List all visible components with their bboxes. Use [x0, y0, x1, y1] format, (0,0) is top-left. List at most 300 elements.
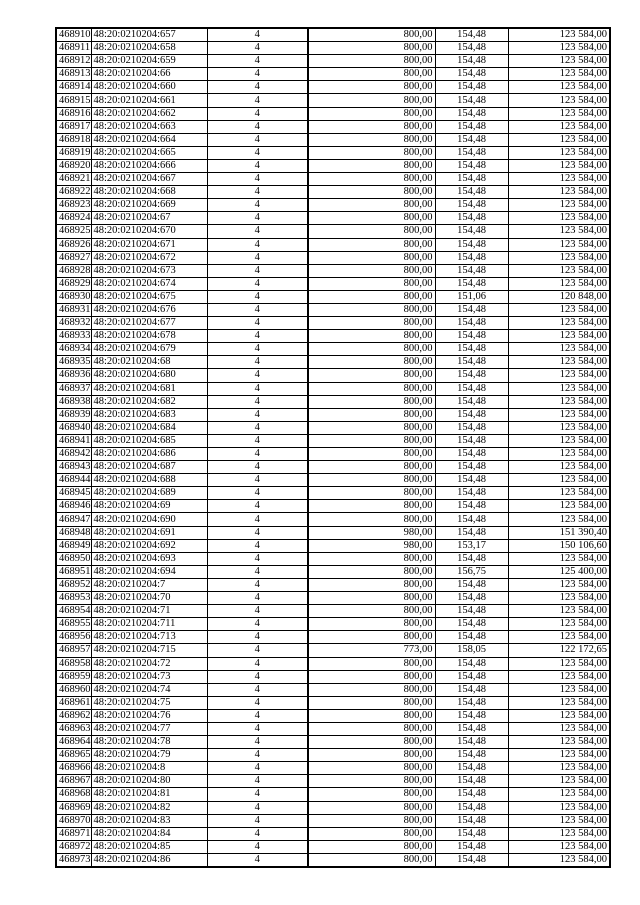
table-row [56, 853, 610, 867]
cadastral-number-cell: 48:20:0210204:680 [91, 369, 207, 382]
cadastral-value-cell: 123 584,00 [508, 474, 610, 487]
cadastral-number-cell: 48:20:0210204:671 [91, 238, 207, 251]
table-row [56, 775, 610, 788]
class-cell: 4 [207, 657, 308, 670]
table-row [56, 317, 610, 330]
table-row [56, 238, 610, 251]
specific-value-cell: 154,48 [435, 133, 508, 146]
class-cell: 4 [207, 578, 308, 591]
area-cell: 800,00 [308, 225, 435, 238]
specific-value-cell: 154,48 [435, 225, 508, 238]
cadastral-number-cell: 48:20:0210204:657 [91, 28, 207, 42]
area-cell: 800,00 [308, 343, 435, 356]
cadastral-number-cell: 48:20:0210204:677 [91, 317, 207, 330]
table-row [56, 474, 610, 487]
table-row [56, 644, 610, 657]
table-row [56, 814, 610, 827]
specific-value-cell: 154,48 [435, 68, 508, 81]
cadastral-number-cell: 48:20:0210204:670 [91, 225, 207, 238]
class-cell: 4 [207, 552, 308, 565]
row-number-cell: 468965 [56, 749, 91, 762]
cadastral-number-cell: 48:20:0210204:74 [91, 683, 207, 696]
cadastral-value-cell: 123 584,00 [508, 749, 610, 762]
class-cell: 4 [207, 133, 308, 146]
row-number-cell: 468930 [56, 290, 91, 303]
table-row [56, 526, 610, 539]
specific-value-cell: 154,48 [435, 94, 508, 107]
class-cell: 4 [207, 526, 308, 539]
area-cell: 800,00 [308, 749, 435, 762]
area-cell: 800,00 [308, 605, 435, 618]
row-number-cell: 468921 [56, 173, 91, 186]
specific-value-cell: 154,48 [435, 264, 508, 277]
class-cell: 4 [207, 173, 308, 186]
class-cell: 4 [207, 303, 308, 316]
area-cell: 800,00 [308, 251, 435, 264]
row-number-cell: 468925 [56, 225, 91, 238]
class-cell: 4 [207, 395, 308, 408]
table-row [56, 330, 610, 343]
cadastral-number-cell: 48:20:0210204:82 [91, 801, 207, 814]
row-number-cell: 468931 [56, 303, 91, 316]
class-cell: 4 [207, 605, 308, 618]
specific-value-cell: 154,48 [435, 107, 508, 120]
area-cell: 800,00 [308, 461, 435, 474]
cadastral-number-cell: 48:20:0210204:687 [91, 461, 207, 474]
class-cell: 4 [207, 356, 308, 369]
table-row [56, 722, 610, 735]
cadastral-value-cell: 123 584,00 [508, 657, 610, 670]
area-cell: 800,00 [308, 330, 435, 343]
specific-value-cell: 154,48 [435, 500, 508, 513]
specific-value-cell: 154,48 [435, 81, 508, 94]
specific-value-cell: 154,48 [435, 421, 508, 434]
row-number-cell: 468944 [56, 474, 91, 487]
class-cell: 4 [207, 330, 308, 343]
class-cell: 4 [207, 631, 308, 644]
specific-value-cell: 154,48 [435, 28, 508, 42]
specific-value-cell: 154,48 [435, 356, 508, 369]
table-row [56, 461, 610, 474]
cadastral-number-cell: 48:20:0210204:8 [91, 762, 207, 775]
class-cell: 4 [207, 500, 308, 513]
cadastral-value-cell: 123 584,00 [508, 212, 610, 225]
row-number-cell: 468972 [56, 840, 91, 853]
class-cell: 4 [207, 238, 308, 251]
area-cell: 800,00 [308, 42, 435, 55]
cadastral-number-cell: 48:20:0210204:75 [91, 696, 207, 709]
cadastral-number-cell: 48:20:0210204:69 [91, 500, 207, 513]
cadastral-number-cell: 48:20:0210204:84 [91, 827, 207, 840]
row-number-cell: 468940 [56, 421, 91, 434]
cadastral-number-cell: 48:20:0210204:715 [91, 644, 207, 657]
row-number-cell: 468917 [56, 120, 91, 133]
row-number-cell: 468943 [56, 461, 91, 474]
row-number-cell: 468926 [56, 238, 91, 251]
cadastral-number-cell: 48:20:0210204:77 [91, 722, 207, 735]
class-cell: 4 [207, 709, 308, 722]
cadastral-value-cell: 123 584,00 [508, 369, 610, 382]
specific-value-cell: 154,48 [435, 238, 508, 251]
row-number-cell: 468967 [56, 775, 91, 788]
row-number-cell: 468942 [56, 448, 91, 461]
cadastral-value-cell: 122 172,65 [508, 644, 610, 657]
class-cell: 4 [207, 68, 308, 81]
specific-value-cell: 154,48 [435, 199, 508, 212]
cadastral-value-cell: 123 584,00 [508, 487, 610, 500]
area-cell: 800,00 [308, 395, 435, 408]
row-number-cell: 468913 [56, 68, 91, 81]
row-number-cell: 468916 [56, 107, 91, 120]
table-row [56, 303, 610, 316]
area-cell: 800,00 [308, 107, 435, 120]
cadastral-number-cell: 48:20:0210204:668 [91, 186, 207, 199]
cadastral-value-cell: 123 584,00 [508, 42, 610, 55]
cadastral-value-cell: 123 584,00 [508, 81, 610, 94]
class-cell: 4 [207, 317, 308, 330]
table-row [56, 578, 610, 591]
table-row [56, 356, 610, 369]
cadastral-number-cell: 48:20:0210204:83 [91, 814, 207, 827]
row-number-cell: 468948 [56, 526, 91, 539]
specific-value-cell: 154,48 [435, 55, 508, 68]
row-number-cell: 468956 [56, 631, 91, 644]
cadastral-number-cell: 48:20:0210204:711 [91, 618, 207, 631]
row-number-cell: 468928 [56, 264, 91, 277]
row-number-cell: 468938 [56, 395, 91, 408]
cadastral-number-cell: 48:20:0210204:72 [91, 657, 207, 670]
cadastral-value-cell: 123 584,00 [508, 421, 610, 434]
cadastral-value-cell: 123 584,00 [508, 238, 610, 251]
cadastral-number-cell: 48:20:0210204:689 [91, 487, 207, 500]
row-number-cell: 468941 [56, 434, 91, 447]
table-row [56, 146, 610, 159]
specific-value-cell: 151,06 [435, 290, 508, 303]
class-cell: 4 [207, 382, 308, 395]
cadastral-value-cell: 123 584,00 [508, 605, 610, 618]
specific-value-cell: 154,48 [435, 461, 508, 474]
cadastral-value-cell: 123 584,00 [508, 618, 610, 631]
table-body [56, 28, 610, 867]
area-cell: 800,00 [308, 736, 435, 749]
area-cell: 800,00 [308, 840, 435, 853]
specific-value-cell: 154,48 [435, 827, 508, 840]
cadastral-value-cell: 123 584,00 [508, 303, 610, 316]
table-row [56, 618, 610, 631]
table-row [56, 251, 610, 264]
cadastral-value-cell: 123 584,00 [508, 434, 610, 447]
cadastral-number-cell: 48:20:0210204:81 [91, 788, 207, 801]
area-cell: 800,00 [308, 631, 435, 644]
cadastral-value-cell: 123 584,00 [508, 683, 610, 696]
class-cell: 4 [207, 762, 308, 775]
specific-value-cell: 154,48 [435, 146, 508, 159]
cadastral-number-cell: 48:20:0210204:686 [91, 448, 207, 461]
class-cell: 4 [207, 369, 308, 382]
table-row [56, 539, 610, 552]
area-cell: 800,00 [308, 592, 435, 605]
area-cell: 800,00 [308, 513, 435, 526]
specific-value-cell: 154,48 [435, 775, 508, 788]
area-cell: 800,00 [308, 94, 435, 107]
table-row [56, 657, 610, 670]
area-cell: 800,00 [308, 801, 435, 814]
class-cell: 4 [207, 474, 308, 487]
specific-value-cell: 154,48 [435, 186, 508, 199]
row-number-cell: 468936 [56, 369, 91, 382]
table-row [56, 762, 610, 775]
area-cell: 800,00 [308, 303, 435, 316]
area-cell: 800,00 [308, 173, 435, 186]
table-row [56, 186, 610, 199]
cadastral-value-cell: 123 584,00 [508, 853, 610, 867]
class-cell: 4 [207, 186, 308, 199]
cadastral-number-cell: 48:20:0210204:694 [91, 565, 207, 578]
class-cell: 4 [207, 565, 308, 578]
table-row [56, 199, 610, 212]
area-cell: 800,00 [308, 68, 435, 81]
cadastral-value-cell: 123 584,00 [508, 264, 610, 277]
cadastral-value-cell: 123 584,00 [508, 840, 610, 853]
specific-value-cell: 154,48 [435, 552, 508, 565]
cadastral-number-cell: 48:20:0210204:663 [91, 120, 207, 133]
cadastral-value-cell: 123 584,00 [508, 500, 610, 513]
cadastral-number-cell: 48:20:0210204:666 [91, 159, 207, 172]
specific-value-cell: 154,48 [435, 212, 508, 225]
row-number-cell: 468954 [56, 605, 91, 618]
cadastral-number-cell: 48:20:0210204:79 [91, 749, 207, 762]
cadastral-number-cell: 48:20:0210204:86 [91, 853, 207, 867]
cadastral-number-cell: 48:20:0210204:667 [91, 173, 207, 186]
table-row [56, 159, 610, 172]
table-row [56, 827, 610, 840]
cadastral-number-cell: 48:20:0210204:66 [91, 68, 207, 81]
class-cell: 4 [207, 696, 308, 709]
specific-value-cell: 154,48 [435, 434, 508, 447]
area-cell: 800,00 [308, 657, 435, 670]
class-cell: 4 [207, 146, 308, 159]
table-row [56, 94, 610, 107]
area-cell: 800,00 [308, 762, 435, 775]
cadastral-number-cell: 48:20:0210204:669 [91, 199, 207, 212]
area-cell: 800,00 [308, 474, 435, 487]
specific-value-cell: 154,48 [435, 120, 508, 133]
area-cell: 800,00 [308, 133, 435, 146]
cadastral-value-cell: 150 106,60 [508, 539, 610, 552]
cadastral-value-cell: 123 584,00 [508, 68, 610, 81]
table-row [56, 448, 610, 461]
cadastral-value-cell: 123 584,00 [508, 382, 610, 395]
cadastral-value-cell: 123 584,00 [508, 395, 610, 408]
cadastral-value-cell: 123 584,00 [508, 199, 610, 212]
specific-value-cell: 154,48 [435, 513, 508, 526]
row-number-cell: 468962 [56, 709, 91, 722]
cadastral-number-cell: 48:20:0210204:685 [91, 434, 207, 447]
specific-value-cell: 154,48 [435, 408, 508, 421]
class-cell: 4 [207, 94, 308, 107]
class-cell: 4 [207, 788, 308, 801]
row-number-cell: 468961 [56, 696, 91, 709]
cadastral-value-cell: 123 584,00 [508, 461, 610, 474]
table-row [56, 28, 610, 42]
class-cell: 4 [207, 277, 308, 290]
row-number-cell: 468968 [56, 788, 91, 801]
area-cell: 800,00 [308, 369, 435, 382]
row-number-cell: 468924 [56, 212, 91, 225]
specific-value-cell: 154,48 [435, 382, 508, 395]
table-row [56, 225, 610, 238]
table-row [56, 605, 610, 618]
cadastral-number-cell: 48:20:0210204:73 [91, 670, 207, 683]
row-number-cell: 468910 [56, 28, 91, 42]
cadastral-number-cell: 48:20:0210204:68 [91, 356, 207, 369]
specific-value-cell: 154,48 [435, 762, 508, 775]
table-row [56, 801, 610, 814]
specific-value-cell: 154,48 [435, 709, 508, 722]
specific-value-cell: 156,75 [435, 565, 508, 578]
cadastral-value-cell: 123 584,00 [508, 356, 610, 369]
row-number-cell: 468912 [56, 55, 91, 68]
row-number-cell: 468947 [56, 513, 91, 526]
cadastral-value-cell: 120 848,00 [508, 290, 610, 303]
area-cell: 800,00 [308, 487, 435, 500]
specific-value-cell: 154,48 [435, 277, 508, 290]
row-number-cell: 468949 [56, 539, 91, 552]
table-row [56, 395, 610, 408]
class-cell: 4 [207, 461, 308, 474]
cadastral-value-cell: 123 584,00 [508, 317, 610, 330]
cadastral-number-cell: 48:20:0210204:665 [91, 146, 207, 159]
row-number-cell: 468970 [56, 814, 91, 827]
area-cell: 980,00 [308, 539, 435, 552]
cadastral-value-cell: 125 400,00 [508, 565, 610, 578]
table-row [56, 500, 610, 513]
cadastral-value-cell: 123 584,00 [508, 762, 610, 775]
cadastral-number-cell: 48:20:0210204:659 [91, 55, 207, 68]
class-cell: 4 [207, 683, 308, 696]
class-cell: 4 [207, 487, 308, 500]
class-cell: 4 [207, 343, 308, 356]
class-cell: 4 [207, 814, 308, 827]
specific-value-cell: 154,48 [435, 618, 508, 631]
area-cell: 800,00 [308, 565, 435, 578]
cadastral-number-cell: 48:20:0210204:679 [91, 343, 207, 356]
class-cell: 4 [207, 421, 308, 434]
table-row [56, 683, 610, 696]
area-cell: 800,00 [308, 552, 435, 565]
class-cell: 4 [207, 225, 308, 238]
class-cell: 4 [207, 775, 308, 788]
specific-value-cell: 154,48 [435, 251, 508, 264]
area-cell: 800,00 [308, 277, 435, 290]
table-row [56, 487, 610, 500]
area-cell: 800,00 [308, 709, 435, 722]
area-cell: 800,00 [308, 814, 435, 827]
cadastral-value-cell: 123 584,00 [508, 330, 610, 343]
specific-value-cell: 154,48 [435, 722, 508, 735]
class-cell: 4 [207, 618, 308, 631]
specific-value-cell: 154,48 [435, 801, 508, 814]
cadastral-value-cell: 123 584,00 [508, 55, 610, 68]
specific-value-cell: 154,48 [435, 670, 508, 683]
row-number-cell: 468923 [56, 199, 91, 212]
cadastral-value-cell: 123 584,00 [508, 513, 610, 526]
row-number-cell: 468929 [56, 277, 91, 290]
table-row [56, 120, 610, 133]
specific-value-cell: 154,48 [435, 788, 508, 801]
class-cell: 4 [207, 264, 308, 277]
table-row [56, 133, 610, 146]
table-row [56, 369, 610, 382]
cadastral-number-cell: 48:20:0210204:692 [91, 539, 207, 552]
class-cell: 4 [207, 55, 308, 68]
table-row [56, 343, 610, 356]
class-cell: 4 [207, 539, 308, 552]
cadastral-value-cell: 123 584,00 [508, 552, 610, 565]
specific-value-cell: 154,48 [435, 330, 508, 343]
table-row [56, 173, 610, 186]
cadastral-number-cell: 48:20:0210204:683 [91, 408, 207, 421]
specific-value-cell: 154,48 [435, 631, 508, 644]
area-cell: 800,00 [308, 159, 435, 172]
area-cell: 800,00 [308, 853, 435, 867]
class-cell: 4 [207, 749, 308, 762]
area-cell: 800,00 [308, 448, 435, 461]
specific-value-cell: 154,48 [435, 526, 508, 539]
table-row [56, 749, 610, 762]
class-cell: 4 [207, 81, 308, 94]
table-row [56, 736, 610, 749]
table-row [56, 592, 610, 605]
specific-value-cell: 154,48 [435, 592, 508, 605]
row-number-cell: 468935 [56, 356, 91, 369]
cadastral-number-cell: 48:20:0210204:678 [91, 330, 207, 343]
class-cell: 4 [207, 801, 308, 814]
cadastral-number-cell: 48:20:0210204:676 [91, 303, 207, 316]
row-number-cell: 468966 [56, 762, 91, 775]
row-number-cell: 468911 [56, 42, 91, 55]
specific-value-cell: 154,48 [435, 317, 508, 330]
row-number-cell: 468955 [56, 618, 91, 631]
cadastral-number-cell: 48:20:0210204:682 [91, 395, 207, 408]
class-cell: 4 [207, 644, 308, 657]
cadastral-value-cell: 123 584,00 [508, 133, 610, 146]
area-cell: 800,00 [308, 618, 435, 631]
specific-value-cell: 154,48 [435, 303, 508, 316]
cadastral-value-cell: 123 584,00 [508, 736, 610, 749]
table-row [56, 42, 610, 55]
table-row [56, 565, 610, 578]
class-cell: 4 [207, 840, 308, 853]
cadastral-value-cell: 123 584,00 [508, 408, 610, 421]
specific-value-cell: 154,48 [435, 173, 508, 186]
cadastral-number-cell: 48:20:0210204:71 [91, 605, 207, 618]
row-number-cell: 468946 [56, 500, 91, 513]
cadastral-value-cell: 123 584,00 [508, 448, 610, 461]
row-number-cell: 468927 [56, 251, 91, 264]
class-cell: 4 [207, 290, 308, 303]
cadastral-value-cell: 151 390,40 [508, 526, 610, 539]
cadastral-value-cell: 123 584,00 [508, 801, 610, 814]
specific-value-cell: 154,48 [435, 159, 508, 172]
cadastral-number-cell: 48:20:0210204:80 [91, 775, 207, 788]
row-number-cell: 468952 [56, 578, 91, 591]
table-row [56, 55, 610, 68]
specific-value-cell: 158,05 [435, 644, 508, 657]
class-cell: 4 [207, 199, 308, 212]
table-row [56, 631, 610, 644]
specific-value-cell: 154,48 [435, 605, 508, 618]
